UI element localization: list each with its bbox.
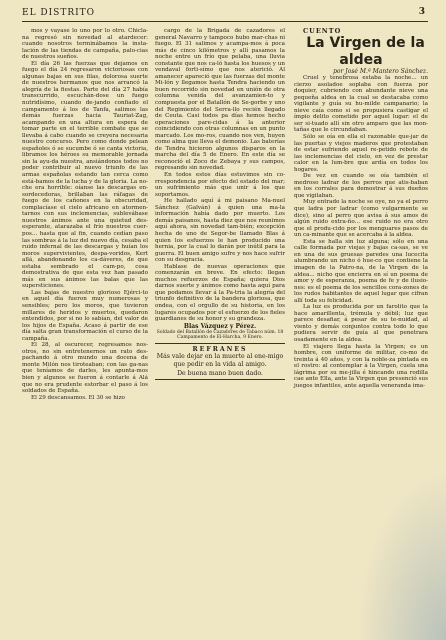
paragraph: Sólo se oía en ella el razonable que-jar de las puertas y viejos maderos que protestaban de estar sufriendo aquel re-petido rebote de las inclemencias del cielo, en vez de prestar calor en la lum-bre que ardía en todos los hogares.: [294, 134, 428, 173]
signature-place: Campamento de El-Harcha, 9 Enero.: [177, 335, 263, 341]
paragraph: mos y vayase lo uno por lo otro. Chicla-na regresó sin novedad al atardecer: cuando nosotros terminábamos la insta-lación de las tiendas de campaña, palo-cias de nuestros sueños.: [22, 28, 148, 61]
column-left: [22, 28, 148, 401]
divider: [155, 379, 285, 380]
paragraph: Muy entrado la noche se oye, no ya el perro que ladra por ladrar (como vulgarmente se dice), sino al perro que avisa á sus amos de algún ruido extra-ño... ese ruido no era otro que el produ-cido por los menguares pasos de un ca-minante que se acercaba á la aldea.: [294, 199, 428, 239]
paragraph: En todos estos días estuvimos sin co-rrespondencia por efecto del estado del mar; un sufrimiento más que unir á los que soportamos.: [155, 172, 285, 198]
refran-item: Más vale dejar en la muerte al ene-migo que pedir en la vida al amigo.: [156, 353, 284, 368]
paragraph: Esta se halla sin luz alguna; sólo en una calle formada por viejas y bajas ca-sas, se ve en una de sus gruesas paredes una lucecita alumbrando un nicho ó hue-co que contiene la imagen de la Patro-na, de la Virgen de la aldea... nicho que encierra en sí un poema de amor y de esperanza, poema de fe y de ilusio-nes: es el poema de los sencillos cora-zones de los rudos habitantes de aquel lugar que cifran allí toda su felicidad.: [294, 238, 428, 304]
divider: [155, 343, 285, 344]
column-middle: [155, 28, 285, 382]
page-number: 3: [418, 7, 426, 17]
byline: por José M.ª Mantero Sánchez.: [333, 67, 428, 75]
paragraph: El 28, al oscurecer, regresamos nos-otros, no sin entretenernos un rato des-pachando á otro mundo una docena de monte Milón nos tiroteaban; con las ga-nas que teníamos de darles, les apunta-mos bien y algunos se fueron á contarle á Alá que no era prudente estorbar el paso á los soldados de España.: [22, 342, 148, 395]
paragraph: El 29 descansamos. El 30 se hizo: [31, 394, 125, 401]
refranes-title: REFRANES: [192, 345, 248, 353]
paragraph: El día 26 las fuerzas que dejamos en fuego el día 24 regresaron victoriosas con algunas bajas en sus filas, dolorosa suerte de nuestros hermanos que nos arrancó la alegría de la fiestas. Parte del día 27 había transcurrido, escuchán-dose un fuego nutridísimo, cuando de-jando confiado el campamento á los de Tanfa, salimos las demás fuerzas hacia Tauriat-Zag, acampando en una altura en espera de tomar parte en el terrible combate que se llevaba á cabo cuando se creyera necesaria nuestro concurso. Pero como donde pelean españoles ó se sucumbe ó se canta victoria, libramos los héroes su memorable jornada sin la ayu-da nuestra, ansiándonos todos no poder contribuir al nuevo triunfo de las armas españolas estando tan cerca como está-bamos de la lucha y de la gloria. La no-che era horrible: oíanse las descargas en-sordecedoras, brillaban las ráfagas de fuego de los cañones en la obscuridad, complacíase el cielo africano en atormen-tarnos con sus inclemencias, sublevábase nuestros ánimos ante una quietud des-esperante, atarazaba el frío nuestros cuer-pos... hasta que al fin, cuando cedían paso las sombras á la luz del nuevo día, cesaba el ruido infernal de las descargas y huían los moros supervivientes, despa-voridos, Kert allá, abandonando los ca-dáveres, de que estaba sembrado el cam-po, cosa demostrativa de que esta vez han pasado más en sus ánimos las balas que las supersticiones.: [22, 60, 148, 290]
paragraph: Cruel y tenebrosa estaba la noche... un cierzo asoladoe soplaba con fuerza por doquier, cubriendo con abundante nieve una pequeña aldea en la cual se destacaba como vigilante y guía su hu-milde campanario; la nieve caía como si se propusiera castigar el ímpio delito cometido por aquel lugar: el de ser si-tuado allí sin otro amparo que las mon-tañas que le circundaban.: [294, 75, 428, 134]
refran-item: De buena mano buen dado.: [177, 369, 263, 377]
section-label: CUENTO: [303, 27, 342, 35]
paragraph: cargo de la Brigada de cazadores el general Navarro y tampoco hubo mar-chas ni fuego. El 31 salimos y acampa-mos á poca más de cinco kilómetros y allí pasamos la noche entre un frío que pelaba, una lluvia constante que nos ca-ló hasta los huesos y un vendaval forti-símo que nos aterició. Al amanecer apareció que las fuerzas del monte Mi-lón y llegamos hasta Tendra haciendo un buen recorrido sin novedad en unión de otra columna venida del avanzamien-to y compuesta por el Batallón de Se-gorbe y uno del Regimiento del Serra-llo recién llegado de Ceuta. Casi todos pa días hemos hecho operaciones pare-cidas á la anterior coincidiendo con otras columnas en un punto marcado. Los mo-ros, cuando nos ven, huyen como alma que lleva el demonio. Las baterías de Tendra hicieron algunos disparos en la marcha del día 5 de Enero. En este día se reconoció el Zoco de Zebaya y sus campos, regresando sin novedad.: [155, 28, 285, 172]
paragraph: He hallado aquí á mi paisano Ma-nuel Sánchez (Galván) á quien una ma-la información había dado por muerto. Los demás paisanos, hasta diez que nos reunimos aquí ahora, sin novedad tam-bién; excepción hecha de uno de Segor-be llamado Blas á quien los esfuerzos le han producido una hernia, por la cual lo darán por inútil para la guerra. El buen amigo sufre y nos hace sufrir con su desgracia.: [155, 198, 285, 264]
story-title: La Virgen de la aldea: [306, 34, 425, 68]
paragraph: Las bajas de nuestro glorioso Ejérci-to en aquel día fueron muy numerosas y sensibles; pero los moros, que tuvieron millares de heridos y muertos, quedaron entendidos, por si no lo sabían, del valor de los hijos de España. Acaso á partir de ese día salta gran transformación el curso de la campaña.: [22, 289, 148, 342]
paragraph: Hablase de nuevas operaciones que comenzarán en breve. En efecto: llegan muchos refuerzos de España; quiera Dios darnos suerte y ánimos como hasta aquí para que podamos llevar á la Pa-tria la alegría del triunfo definitivo de la bandera gloriosa, que ondea, con el orgullo de su historia, en los lugares ocupados por el esfuerzo de los fieles guardianes de su honor y su grandeza.: [155, 263, 285, 323]
signature-unit: Soldado del Batallón de Cazadores de Tabaco núm. 18: [156, 330, 284, 336]
column-right: [294, 28, 428, 389]
paragraph: La luz es producida por un farolito que la hace amarillenta, trémula y débil; luz que parece desafiar, á pesar de su te-nuidad, al viento y demás conjuntos contra todo lo que pudiera servir de guía al que penetrara osadamente en la aldea.: [294, 304, 428, 343]
running-head: [22, 7, 428, 22]
paragraph: De vez en cuando se oía también el medroso ladrar de los perros que atis-baban en los corrales para demostrar á sus dueños que vigilaban.: [294, 173, 428, 199]
paragraph: El viajero llega hasta la Virgen; es un hombre, con uniforme de militar, co-mo de treinta á 40 años, y con la noble-za pintada en el rostro: al contemplar á la Virgen, cuela una lágrima por su me-jilla é hincando una rodilla cae ante Ella, ante la Virgen que presenció sus juegos infantiles, ante aquella veneranda ima-: [294, 343, 428, 389]
paper-stain: [356, 470, 446, 640]
signature-name: Blas Vázquez y Pérez.: [183, 322, 257, 330]
refranes-section: [155, 346, 285, 378]
newspaper-title: EL DISTRITO: [22, 8, 96, 18]
